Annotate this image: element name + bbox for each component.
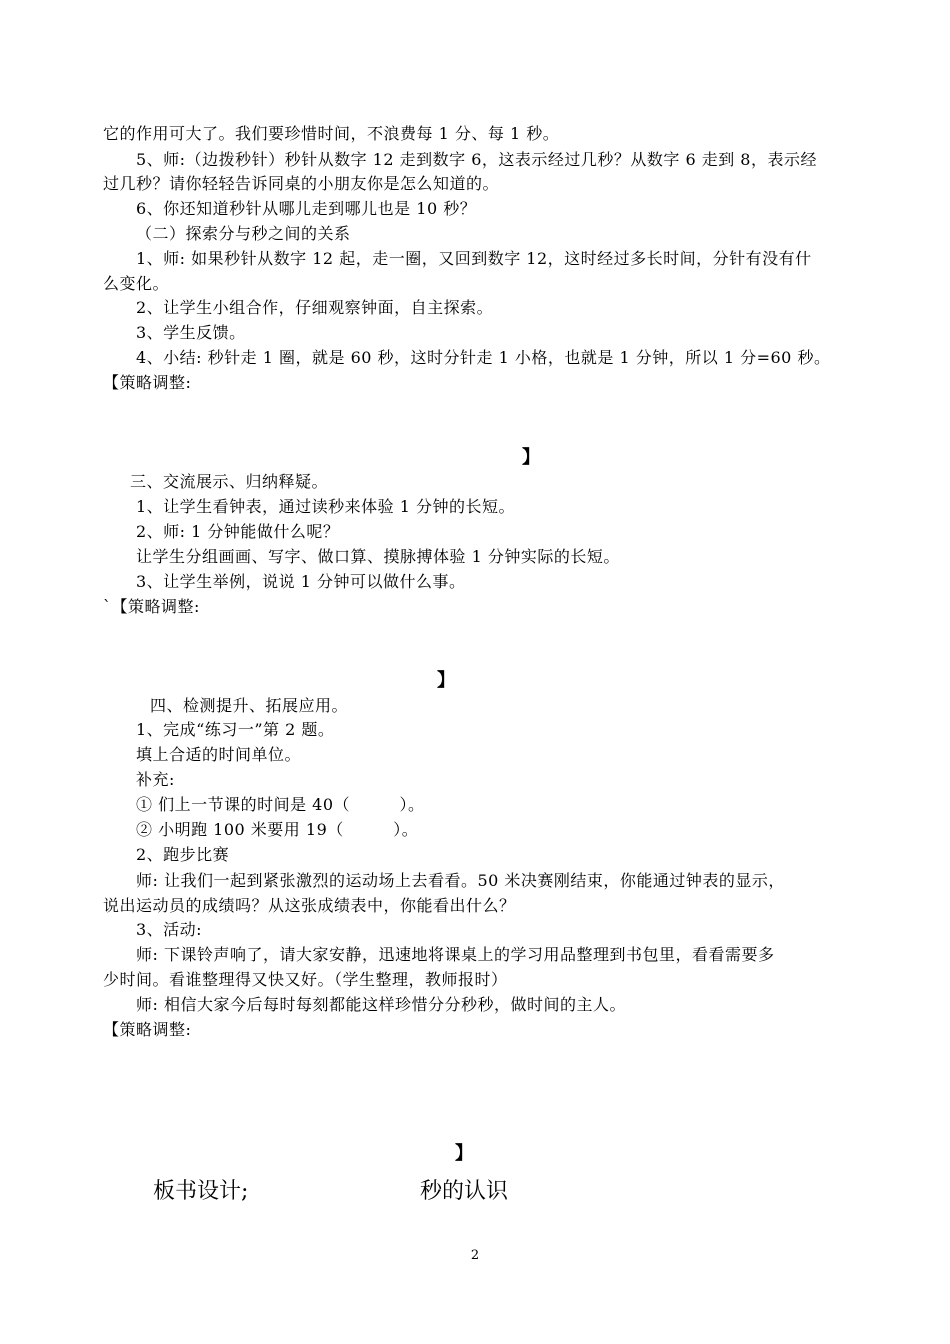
paragraph-line: 5、师:（边拨秒针）秒针从数字 12 走到数字 6，这表示经过几秒？从数字 6 走到 8，表示经 [136,150,817,169]
paragraph-line: 么变化。 [103,274,170,293]
paragraph-line: ① 们上一节课的时间是 40（ ）。 [136,795,425,814]
paragraph-line: 6、你还知道秒针从哪儿走到哪儿也是 10 秒？ [136,199,477,218]
section-heading: 四、检测提升、拓展应用。 [150,696,349,715]
paragraph-line: 2、跑步比赛 [136,845,230,864]
paragraph-line: 2、师: 1 分钟能做什么呢？ [136,522,340,541]
paragraph-line: 让学生分组画画、写字、做口算、摸脉搏体验 1 分钟实际的长短。 [136,547,620,566]
paragraph-line: 3、学生反馈。 [136,323,246,342]
paragraph-line: 说出运动员的成绩吗？从这张成绩表中，你能看出什么？ [103,896,516,915]
closing-bracket: 】 [437,670,455,691]
page-number: 2 [470,1248,480,1263]
closing-bracket: 】 [522,447,540,468]
paragraph-line: 补充: [136,770,175,789]
paragraph-line: 它的作用可大了。我们要珍惜时间，不浪费每 1 分、每 1 秒。 [103,124,560,143]
paragraph-line: 3、让学生举例，说说 1 分钟可以做什么事。 [136,572,466,591]
section-heading: （二）探索分与秒之间的关系 [136,224,351,243]
board-design-label: 板书设计; [153,1179,249,1204]
paragraph-line: 1、师: 如果秒针从数字 12 起，走一圈，又回到数字 12，这时经过多长时间，分针有没有什 [136,249,812,268]
paragraph-line: 师: 下课铃声响了，请大家安静，迅速地将课桌上的学习用品整理到书包里，看看需要多 [136,945,775,964]
paragraph-line: 师: 让我们一起到紧张激烈的运动场上去看看。50 米决赛刚结束，你能通过钟表的显示， [136,871,785,890]
strategy-adjust-label: 【策略调整: [103,373,192,392]
paragraph-line: 填上合适的时间单位。 [136,745,302,764]
paragraph-line: 少时间。看谁整理得又快又好。（学生整理，教师报时） [103,970,508,989]
board-design-title: 秒的认识 [420,1179,509,1204]
paragraph-line: 3、活动: [136,920,203,939]
paragraph-line: 1、让学生看钟表，通过读秒来体验 1 分钟的长短。 [136,497,516,516]
section-heading: 三、交流展示、归纳释疑。 [130,472,329,491]
paragraph-line: ② 小明跑 100 米要用 19（ ）。 [136,820,419,839]
paragraph-line: 过几秒？请你轻轻告诉同桌的小朋友你是怎么知道的。 [103,174,500,193]
paragraph-line: 1、完成“练习一”第 2 题。 [136,720,335,739]
strategy-adjust-label: 【策略调整: [103,1020,192,1039]
strategy-adjust-label: `【策略调整: [103,597,200,616]
paragraph-line: 师: 相信大家今后每时每刻都能这样珍惜分分秒秒，做时间的主人。 [136,995,626,1014]
paragraph-line: 4、小结: 秒针走 1 圈，就是 60 秒，这时分针走 1 小格，也就是 1 分钟，所以 1 分=60 秒。 [136,348,831,367]
paragraph-line: 2、让学生小组合作，仔细观察钟面，自主探索。 [136,298,494,317]
closing-bracket: 】 [455,1143,473,1164]
